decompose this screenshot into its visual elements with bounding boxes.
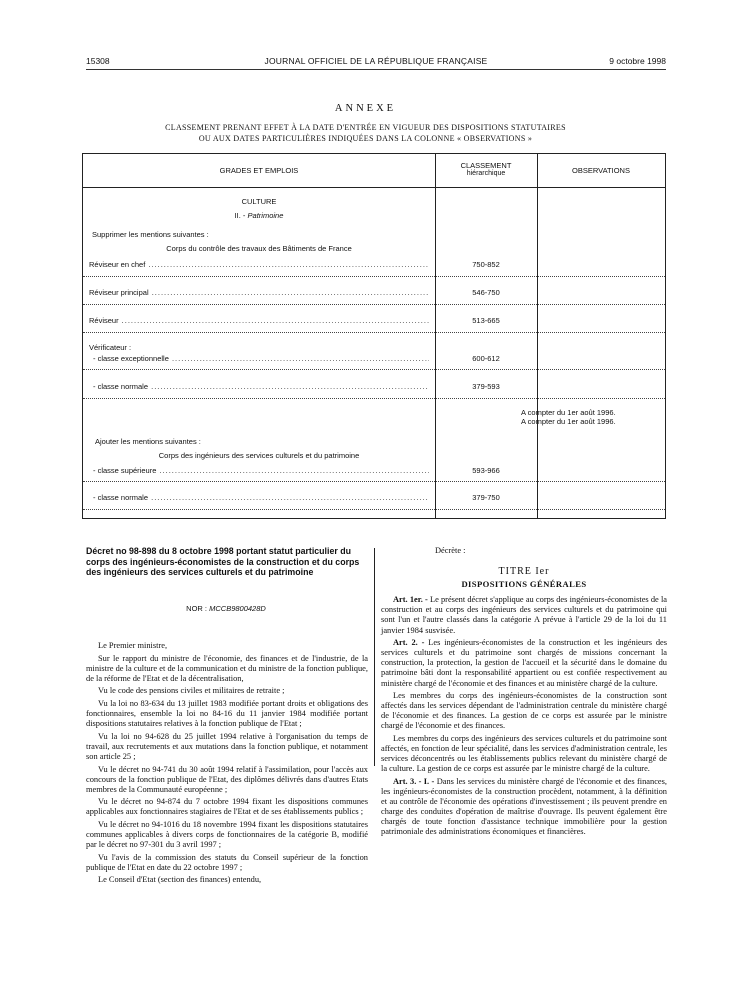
paragraph: Vu la loi no 83-634 du 13 juillet 1983 modifiée portant droits et obligations des fonctionnaires, ensemble la loi no 84-16 du 11 janvier 1984 modifiée portant dispositions statutaires relatives à la fonction publique de l'Etat ; [86,698,368,729]
journal-title: JOURNAL OFFICIEL DE LA RÉPUBLIQUE FRANÇAISE [264,56,488,66]
row-separator [83,304,665,305]
header-observations: OBSERVATIONS [572,166,630,175]
row-reviseur-principal-label: Réviseur principal ..... [89,288,429,297]
ajouter-mentions: Ajouter les mentions suivantes : [95,437,201,446]
paragraph: Vu la loi no 94-628 du 25 juillet 1994 relative à l'organisation du temps de travail, aux recrutements et aux mutations dans la fonction publique, et notamment son article 25 ; [86,731,368,761]
section-patrimoine-num: II. - [234,211,246,220]
article-2-label: Art. 2. - [393,638,425,648]
row-reviseur-label: Réviseur ..... [89,316,429,325]
header-classement: CLASSEMENT [460,161,512,170]
row-classe-superieure-label: - classe supérieure ..... [93,466,429,475]
article-1-text: Le présent décret s'applique au corps des ingénieurs-économistes de la construction et au corps des ingénieurs des services culturels et du patrimoine qui sont l'un et l'autre classés dans la catégorie A prévue à l'article 29 de la loi du 11 janvier 1984 susvisée. [381,595,668,635]
row-classe-normale-1-label: - classe normale ..... [93,382,429,391]
supprimer-mentions: Supprimer les mentions suivantes : [92,230,209,239]
annexe-title: ANNEXE [334,103,397,114]
paragraph: Vu l'avis de la commission des statuts du Conseil supérieur de la fonction publique de l'Etat en date du 22 octobre 1997 ; [86,852,368,872]
paragraph: Vu le décret no 94-741 du 30 août 1994 relatif à l'assimilation, pour l'accès aux concours de la fonction publique de l'Etat, des diplômes délivrés dans d'autres Etats membres de la Communauté européenne ; [86,764,368,794]
corps-ingenieurs: Corps des ingénieurs des services culturels et du patrimoine [158,451,360,460]
row-reviseur-principal-value: 546-750 [472,288,500,297]
paragraph: Le Premier ministre, [98,641,168,650]
article-1 [381,595,667,635]
article-1-label: Art. 1er. - [393,595,428,605]
row-classe-superieure-value: 593-966 [472,466,500,475]
observation-1: A compter du 1er août 1996. [521,408,616,417]
page-header [86,56,666,70]
row-separator [83,276,665,277]
nor-line [86,604,366,613]
row-classe-normale-1-value: 379-593 [472,382,500,391]
nor-value: MCCB9800428D [209,604,266,613]
row-separator [83,481,665,482]
column-divider [435,154,436,518]
classement-table [82,153,666,519]
classement-line-1: CLASSEMENT PRENANT EFFET À LA DATE D'ENTRÉE EN VIGUEUR DES DISPOSITIONS STATUTAIRES [165,123,566,132]
article-3-label: Art. 3. - I. - [393,776,435,786]
page-number: 15308 [86,56,110,66]
dispositions-heading: DISPOSITIONS GÉNÉRALES [461,579,587,590]
paragraph: Sur le rapport du ministre de l'économie, des finances et de l'industrie, de la ministre de la culture et de la communication et du ministre de la fonction publique, de la réforme de l'Etat et de la décentralisation, [86,653,368,683]
observation-2: A compter du 1er août 1996. [521,417,616,426]
section-patrimoine [83,211,435,220]
paragraph: Le Conseil d'Etat (section des finances) entendu, [98,875,262,885]
row-reviseur-chef-label: Réviseur en chef ..... [89,260,429,269]
header-grades: GRADES ET EMPLOIS [219,166,299,175]
paragraph: Vu le décret no 94-874 du 7 octobre 1994 fixant les dispositions communes applicables aux fonctionnaires stagiaires de l'Etat et de ses établissements publics ; [86,797,368,817]
row-classe-exceptionnelle-value: 600-612 [472,354,500,363]
paragraph: Les membres du corps des ingénieurs-économistes de la construction sont affectés dans les services dépendant de l'administration centrale du ministère chargé de l'économie et des finances. La gestion de ce corps est assurée par le ministre chargé de l'économie et des finances. [381,691,667,731]
article-2 [381,638,667,688]
column-separator [374,548,375,766]
row-reviseur-chef-value: 750-852 [472,260,500,269]
article-3 [381,777,667,838]
classement-line-2: OU AUX DATES PARTICULIÈRES INDIQUÉES DANS LA COLONNE « OBSERVATIONS » [198,134,533,143]
titre-heading: TITRE Ier [498,566,550,578]
paragraph: Vu le code des pensions civiles et militaires de retraite ; [98,686,285,696]
header-divider [83,187,665,188]
left-column [86,641,368,888]
row-separator [83,369,665,370]
paragraph: Les membres du corps des ingénieurs des services culturels et du patrimoine sont affectés, en fonction de leur spécialité, dans les services d'administration centrale, les services déconcentrés ou les établissements publics relevant du ministère chargé de la culture. La gestion de ce corps est assurée par le ministre chargé de la culture. [381,734,667,774]
section-patrimoine-label: Patrimoine [247,211,284,220]
header-rule [86,69,666,70]
header-classement-sub: hiérarchique [466,170,506,177]
column-divider [537,154,538,518]
row-separator [83,509,665,510]
decrete: Décrète : [435,546,466,555]
nor-label: NOR : [186,604,208,613]
right-column [381,546,667,840]
row-classe-normale-2-label: - classe normale ..... [93,493,429,502]
article-2-text: Les ingénieurs-économistes de la construction et les ingénieurs des services culturels et du patrimoine sont chargés de missions concernant la construction, la protection, la gestion de l'accueil et la sécurité dans le domaine du patrimoine bâti dont la responsabilité appartient ou est confiée respectivement au ministère chargé de l'économie et des finances et au ministère chargé de la culture. [381,638,668,688]
row-verificateur: Vérificateur : [89,343,132,352]
issue-date: 9 octobre 1998 [609,56,666,66]
row-reviseur-value: 513-665 [472,316,500,325]
article-3-text: Dans les services du ministère chargé de l'économie et des finances, les ingénieurs-économistes de la construction procèdent, notamment, à la définition et au contrôle de l'économie des opérations d'investissement ; ils peuvent prendre en charge des conduites d'opération de maîtrise d'ouvrage. Ils peuvent également être chargés de toute fonction d'assistance technique immobilière pour la gestion patrimoniale des administrations économiques et financières. [381,776,667,837]
section-culture: CULTURE [241,197,277,206]
corps-controle: Corps du contrôle des travaux des Bâtiments de France [166,244,352,253]
row-classe-normale-2-value: 379-750 [472,493,500,502]
decree-title: Décret no 98-898 du 8 octobre 1998 portant statut particulier du corps des ingénieurs-économistes de la construction et du corps des ingénieurs des services culturels et du patrimoine [86,546,360,577]
row-separator [83,398,665,399]
paragraph: Vu le décret no 94-1016 du 18 novembre 1994 fixant les dispositions statutaires communes applicables à divers corps de fonctionnaires de la catégorie B, modifié par le décret no 97-301 du 3 avril 1997 ; [86,820,368,850]
row-separator [83,332,665,333]
row-classe-exceptionnelle-label: - classe exceptionnelle ..... [93,354,429,363]
